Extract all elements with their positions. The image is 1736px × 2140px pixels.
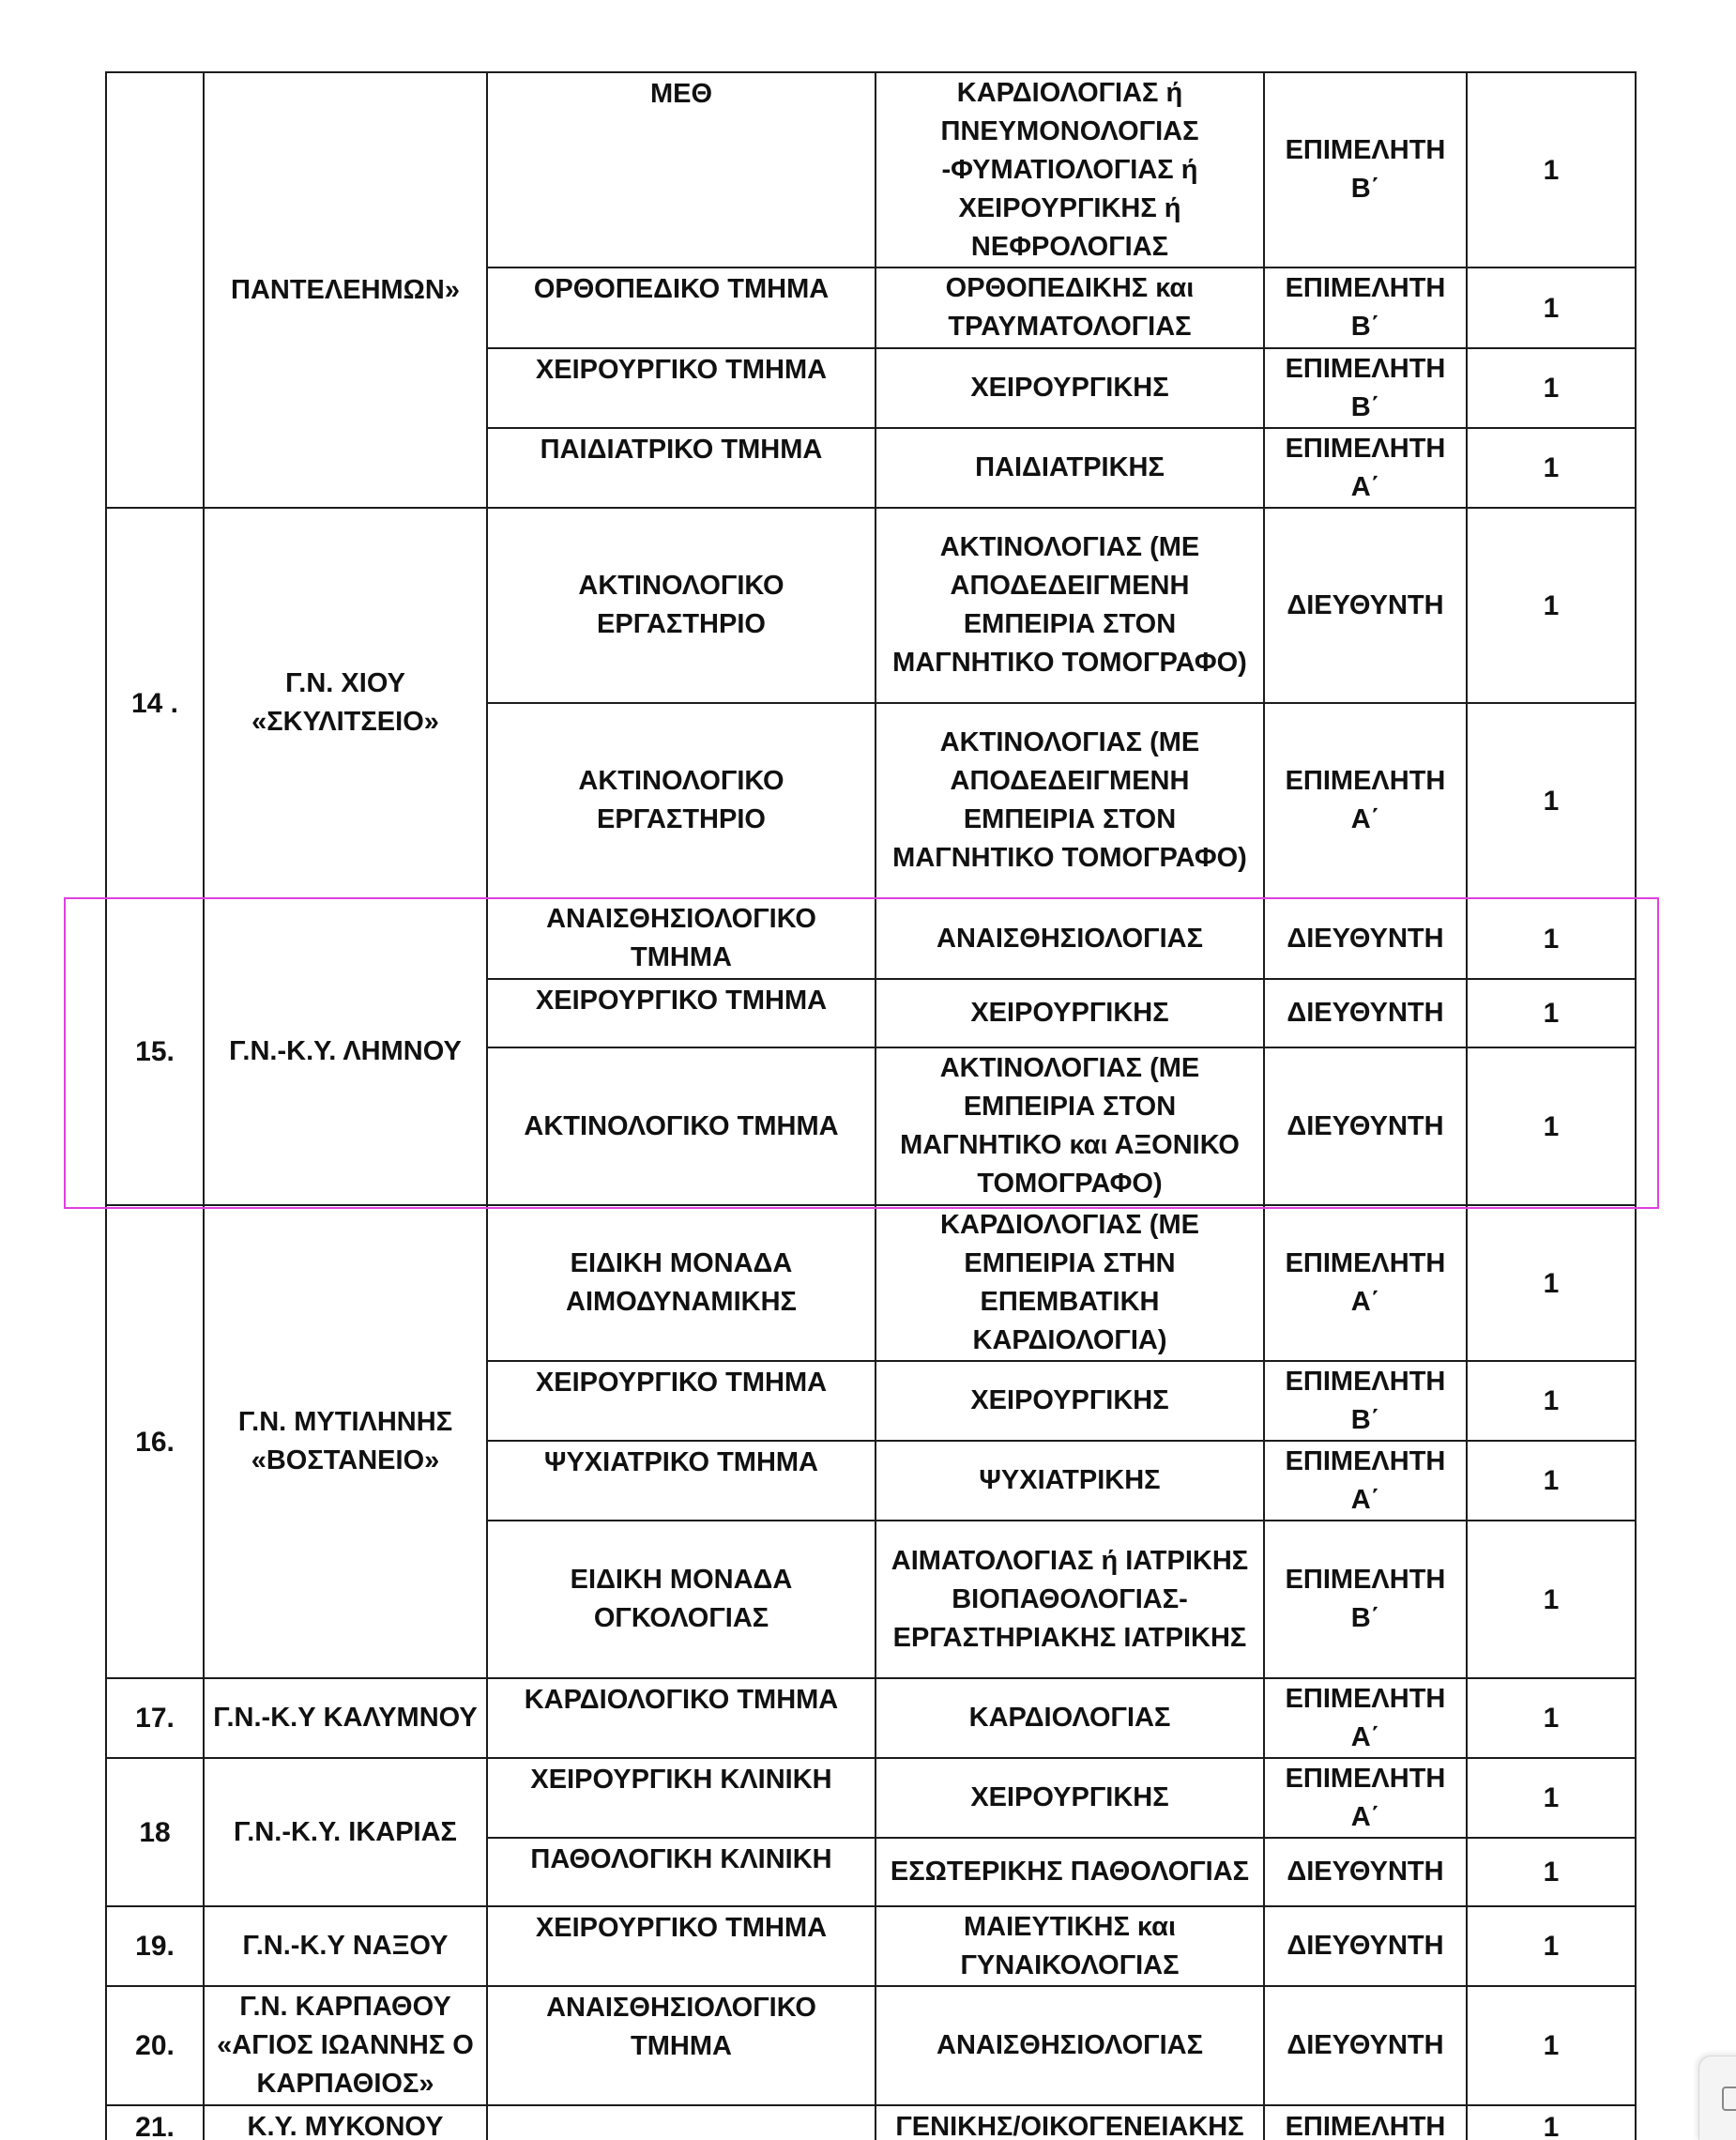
rank-cell: ΔΙΕΥΘΥΝΤΗ (1264, 1838, 1467, 1906)
department-cell: ΑΚΤΙΝΟΛΟΓΙΚΟ ΕΡΓΑΣΤΗΡΙΟ (487, 508, 876, 703)
positions-count-cell: 1 (1467, 508, 1636, 703)
rank-cell: ΕΠΙΜΕΛΗΤΗ Α΄ (1264, 1441, 1467, 1521)
specialty-cell: ΑΚΤΙΝΟΛΟΓΙΑΣ (ΜΕ ΕΜΠΕΙΡΙΑ ΣΤΟΝ ΜΑΓΝΗΤΙΚΟ και ΑΞΟΝΙΚΟ ΤΟΜΟΓΡΑΦΟ) (876, 1047, 1264, 1205)
rank-cell: ΔΙΕΥΘΥΝΤΗ (1264, 979, 1467, 1047)
table-row (106, 1986, 1636, 2105)
row-number-cell: 21. (106, 2105, 204, 2140)
specialty-cell: ΠΑΙΔΙΑΤΡΙΚΗΣ (876, 428, 1264, 508)
specialty-cell: ΧΕΙΡΟΥΡΓΙΚΗΣ (876, 1758, 1264, 1838)
table-row (106, 1906, 1636, 1986)
positions-count-cell: 1 (1467, 898, 1636, 979)
positions-count-cell: 1 (1467, 428, 1636, 508)
rank-cell: ΕΠΙΜΕΛΗΤΗ Β΄ (1264, 348, 1467, 428)
rank-cell: ΕΠΙΜΕΛΗΤΗ Β΄ (1264, 72, 1467, 268)
specialty-cell: ΑΝΑΙΣΘΗΣΙΟΛΟΓΙΑΣ (876, 1986, 1264, 2105)
row-number-cell: 15. (106, 898, 204, 1205)
rank-cell: ΕΠΙΜΕΛΗΤΗ Α΄ (1264, 428, 1467, 508)
rank-cell: ΕΠΙΜΕΛΗΤΗ Β΄ (1264, 1521, 1467, 1678)
rank-cell: ΕΠΙΜΕΛΗΤΗ Α΄ (1264, 1678, 1467, 1758)
row-number-cell: 16. (106, 1205, 204, 1678)
floating-tool-button[interactable] (1698, 2056, 1736, 2140)
document-icon (1722, 2086, 1736, 2111)
positions-count-cell: 1 (1467, 703, 1636, 898)
vacancies-table (105, 71, 1637, 2140)
positions-count-cell: 1 (1467, 1521, 1636, 1678)
specialty-cell: ΟΡΘΟΠΕΔΙΚΗΣ και ΤΡΑΥΜΑΤΟΛΟΓΙΑΣ (876, 268, 1264, 348)
rank-cell: ΔΙΕΥΘΥΝΤΗ (1264, 508, 1467, 703)
positions-count-cell: 1 (1467, 1441, 1636, 1521)
hospital-cell: Γ.Ν.-Κ.Υ. ΛΗΜΝΟΥ (204, 898, 487, 1205)
rank-cell: ΔΙΕΥΘΥΝΤΗ (1264, 1906, 1467, 1986)
table-row (106, 2105, 1636, 2140)
department-cell: ΠΑΙΔΙΑΤΡΙΚΟ ΤΜΗΜΑ (487, 428, 876, 508)
positions-count-cell: 1 (1467, 1047, 1636, 1205)
positions-count-cell: 1 (1467, 1678, 1636, 1758)
department-cell: ΟΡΘΟΠΕΔΙΚΟ ΤΜΗΜΑ (487, 268, 876, 348)
hospital-cell: Γ.Ν.-Κ.Υ ΝΑΞΟΥ (204, 1906, 487, 1986)
department-cell: ΧΕΙΡΟΥΡΓΙΚΟ ΤΜΗΜΑ (487, 979, 876, 1047)
department-cell: ΧΕΙΡΟΥΡΓΙΚΟ ΤΜΗΜΑ (487, 1361, 876, 1441)
positions-count-cell: 1 (1467, 72, 1636, 268)
specialty-cell: ΑΚΤΙΝΟΛΟΓΙΑΣ (ΜΕ ΑΠΟΔΕΔΕΙΓΜΕΝΗ ΕΜΠΕΙΡΙΑ ΣΤΟΝ ΜΑΓΝΗΤΙΚΟ ΤΟΜΟΓΡΑΦΟ) (876, 508, 1264, 703)
positions-count-cell: 1 (1467, 1758, 1636, 1838)
department-cell: ΑΚΤΙΝΟΛΟΓΙΚΟ ΕΡΓΑΣΤΗΡΙΟ (487, 703, 876, 898)
department-cell: ΧΕΙΡΟΥΡΓΙΚΗ ΚΛΙΝΙΚΗ (487, 1758, 876, 1838)
positions-count-cell: 1 (1467, 268, 1636, 348)
hospital-cell: Γ.Ν.-Κ.Υ. ΙΚΑΡΙΑΣ (204, 1758, 487, 1906)
row-number-cell: 20. (106, 1986, 204, 2105)
table-row (106, 508, 1636, 703)
positions-count-cell: 1 (1467, 1906, 1636, 1986)
department-cell (487, 2105, 876, 2140)
row-number-cell: 19. (106, 1906, 204, 1986)
specialty-cell: ΧΕΙΡΟΥΡΓΙΚΗΣ (876, 348, 1264, 428)
specialty-cell: ΧΕΙΡΟΥΡΓΙΚΗΣ (876, 1361, 1264, 1441)
department-cell: ΨΥΧΙΑΤΡΙΚΟ ΤΜΗΜΑ (487, 1441, 876, 1521)
row-number-cell: 17. (106, 1678, 204, 1758)
specialty-cell: ΚΑΡΔΙΟΛΟΓΙΑΣ ή ΠΝΕΥΜΟΝΟΛΟΓΙΑΣ -ΦΥΜΑΤΙΟΛΟΓΙΑΣ ή ΧΕΙΡΟΥΡΓΙΚΗΣ ή ΝΕΦΡΟΛΟΓΙΑΣ (876, 72, 1264, 268)
department-cell: ΑΝΑΙΣΘΗΣΙΟΛΟΓΙΚΟ ΤΜΗΜΑ (487, 898, 876, 979)
department-cell: ΑΚΤΙΝΟΛΟΓΙΚΟ ΤΜΗΜΑ (487, 1047, 876, 1205)
rank-cell: ΕΠΙΜΕΛΗΤΗ Α΄ (1264, 703, 1467, 898)
rank-cell: ΕΠΙΜΕΛΗΤΗ (1264, 2105, 1467, 2140)
rank-cell: ΔΙΕΥΘΥΝΤΗ (1264, 898, 1467, 979)
hospital-cell: Γ.Ν. ΚΑΡΠΑΘΟΥ «ΑΓΙΟΣ ΙΩΑΝΝΗΣ Ο ΚΑΡΠΑΘΙΟΣ» (204, 1986, 487, 2105)
specialty-cell: ΚΑΡΔΙΟΛΟΓΙΑΣ (876, 1678, 1264, 1758)
positions-count-cell: 1 (1467, 1205, 1636, 1361)
hospital-cell: Γ.Ν. ΜΥΤΙΛΗΝΗΣ «ΒΟΣΤΑΝΕΙΟ» (204, 1205, 487, 1678)
hospital-cell: Κ.Υ. ΜΥΚΟΝΟΥ (204, 2105, 487, 2140)
specialty-cell: ΑΝΑΙΣΘΗΣΙΟΛΟΓΙΑΣ (876, 898, 1264, 979)
positions-count-cell: 1 (1467, 2105, 1636, 2140)
rank-cell: ΕΠΙΜΕΛΗΤΗ Β΄ (1264, 268, 1467, 348)
specialty-cell: ΕΣΩΤΕΡΙΚΗΣ ΠΑΘΟΛΟΓΙΑΣ (876, 1838, 1264, 1906)
rank-cell: ΔΙΕΥΘΥΝΤΗ (1264, 1986, 1467, 2105)
positions-count-cell: 1 (1467, 1838, 1636, 1906)
rank-cell: ΕΠΙΜΕΛΗΤΗ Β΄ (1264, 1361, 1467, 1441)
specialty-cell: ΨΥΧΙΑΤΡΙΚΗΣ (876, 1441, 1264, 1521)
table-row (106, 1758, 1636, 1838)
positions-count-cell: 1 (1467, 1361, 1636, 1441)
specialty-cell: ΑΚΤΙΝΟΛΟΓΙΑΣ (ΜΕ ΑΠΟΔΕΔΕΙΓΜΕΝΗ ΕΜΠΕΙΡΙΑ ΣΤΟΝ ΜΑΓΝΗΤΙΚΟ ΤΟΜΟΓΡΑΦΟ) (876, 703, 1264, 898)
rank-cell: ΔΙΕΥΘΥΝΤΗ (1264, 1047, 1467, 1205)
specialty-cell: ΚΑΡΔΙΟΛΟΓΙΑΣ (ΜΕ ΕΜΠΕΙΡΙΑ ΣΤΗΝ ΕΠΕΜΒΑΤΙΚΗ ΚΑΡΔΙΟΛΟΓΙΑ) (876, 1205, 1264, 1361)
department-cell: ΧΕΙΡΟΥΡΓΙΚΟ ΤΜΗΜΑ (487, 1906, 876, 1986)
hospital-cell: ΠΑΝΤΕΛΕΗΜΩΝ» (204, 72, 487, 508)
specialty-cell: ΑΙΜΑΤΟΛΟΓΙΑΣ ή ΙΑΤΡΙΚΗΣ ΒΙΟΠΑΘΟΛΟΓΙΑΣ- ΕΡΓΑΣΤΗΡΙΑΚΗΣ ΙΑΤΡΙΚΗΣ (876, 1521, 1264, 1678)
department-cell: ΧΕΙΡΟΥΡΓΙΚΟ ΤΜΗΜΑ (487, 348, 876, 428)
positions-count-cell: 1 (1467, 348, 1636, 428)
table-row (106, 72, 1636, 268)
positions-count-cell: 1 (1467, 979, 1636, 1047)
specialty-cell: ΧΕΙΡΟΥΡΓΙΚΗΣ (876, 979, 1264, 1047)
positions-count-cell: 1 (1467, 1986, 1636, 2105)
row-number-cell (106, 72, 204, 508)
specialty-cell: ΓΕΝΙΚΗΣ/ΟΙΚΟΓΕΝΕΙΑΚΗΣ (876, 2105, 1264, 2140)
specialty-cell: ΜΑΙΕΥΤΙΚΗΣ και ΓΥΝΑΙΚΟΛΟΓΙΑΣ (876, 1906, 1264, 1986)
table-row (106, 1678, 1636, 1758)
department-cell: ΚΑΡΔΙΟΛΟΓΙΚΟ ΤΜΗΜΑ (487, 1678, 876, 1758)
row-number-cell: 14 . (106, 508, 204, 898)
table-row (106, 898, 1636, 979)
rank-cell: ΕΠΙΜΕΛΗΤΗ Α΄ (1264, 1205, 1467, 1361)
department-cell: ΑΝΑΙΣΘΗΣΙΟΛΟΓΙΚΟ ΤΜΗΜΑ (487, 1986, 876, 2105)
department-cell: ΠΑΘΟΛΟΓΙΚΗ ΚΛΙΝΙΚΗ (487, 1838, 876, 1906)
department-cell: ΜΕΘ (487, 72, 876, 268)
row-number-cell: 18 (106, 1758, 204, 1906)
hospital-cell: Γ.Ν. ΧΙΟΥ «ΣΚΥΛΙΤΣΕΙΟ» (204, 508, 487, 898)
hospital-cell: Γ.Ν.-Κ.Υ ΚΑΛΥΜΝΟΥ (204, 1678, 487, 1758)
rank-cell: ΕΠΙΜΕΛΗΤΗ Α΄ (1264, 1758, 1467, 1838)
department-cell: ΕΙΔΙΚΗ ΜΟΝΑΔΑ ΑΙΜΟΔΥΝΑΜΙΚΗΣ (487, 1205, 876, 1361)
table-row (106, 1205, 1636, 1361)
department-cell: ΕΙΔΙΚΗ ΜΟΝΑΔΑ ΟΓΚΟΛΟΓΙΑΣ (487, 1521, 876, 1678)
